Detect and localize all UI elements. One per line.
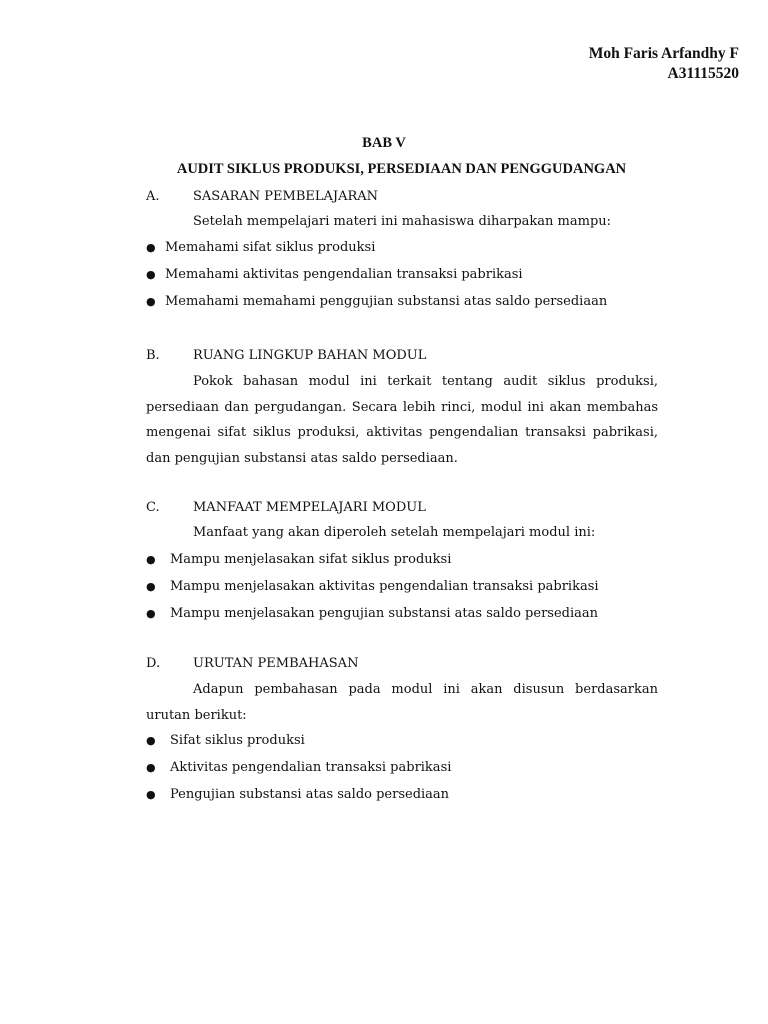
author-nim: A31115520 (667, 65, 739, 82)
section-b-paragraph: Pokok bahasan modul ini terkait tentang audit siklus produksi, persediaan dan pergudangan. Secara lebih rinci, modul ini akan membahas mengenai sifat siklus produksi, aktivitas pengendalian transaksi pabrikasi, dan pengujian substansi atas saldo persediaan. (146, 374, 658, 466)
section-b-letter: B. (146, 348, 160, 363)
section-c-title: MANFAAT MEMPELAJARI MODUL (193, 500, 426, 515)
author-name: Moh Faris Arfandhy F (588, 45, 739, 62)
bullet-icon: ● (146, 268, 156, 281)
section-c-intro: Manfaat yang akan diperoleh setelah mempelajari modul ini: (193, 525, 596, 540)
section-c-letter: C. (146, 500, 160, 515)
section-a-intro: Setelah mempelajari materi ini mahasiswa diharpakan mampu: (193, 214, 612, 229)
bullet-icon: ● (146, 553, 156, 566)
bullet-icon: ● (146, 607, 156, 620)
section-a-title: SASARAN PEMBELAJARAN (193, 189, 379, 204)
chapter-label: BAB V (362, 135, 406, 151)
bullet-icon: ● (146, 734, 156, 747)
section-d-letter: D. (146, 656, 161, 671)
author-header (589, 44, 739, 84)
section-a-letter: A. (146, 189, 160, 204)
bullet-icon: ● (146, 761, 156, 774)
bullet-icon: ● (146, 241, 156, 254)
document-page: Moh Faris Arfandhy F A31115520 BAB V AUDIT SIKLUS PRODUKSI, PERSEDIAAN DAN PENGGUDANGAN A. SASARAN PEMBELAJARAN Setelah mempelajari materi ini mahasiswa diharpakan mampu: ● Memahami sifat siklus produksi ● Memahami aktivitas pengendalian transaksi pabrikasi ● Memahami memahami penggujian substansi atas saldo persediaan B. RUANG LINGKUP BAHAN MODUL Pokok bahasan modul ini terkait tentang audit siklus produksi, persediaan dan pergudangan. Secara lebih rinci, modul ini akan membahas mengenai sifat siklus produksi, aktivitas pengendalian transaksi pabrikasi, dan pengujian substansi atas saldo persediaan. C. MANFAAT MEMPELAJARI MODUL Manfaat yang akan diperoleh setelah mempelajari modul ini: ● Mampu menjelasakan sifat siklus produksi ● Mampu menjelasakan aktivitas pengendalian transaksi pabrikasi ● Mampu menjelasakan pengujian substansi atas saldo persediaan D. URUTAN PEMBAHASAN Adapun pembahasan pada modul ini akan disusun berdasarkan urutan berikut: ● Sifat siklus produksi ● Aktivitas pengendalian transaksi pabrikasi ● Pengujian substansi atas saldo persediaan (0, 0, 768, 1024)
bullet-icon: ● (146, 295, 156, 308)
section-b-title: RUANG LINGKUP BAHAN MODUL (193, 348, 427, 363)
chapter-title: AUDIT SIKLUS PRODUKSI, PERSEDIAAN DAN PENGGUDANGAN (176, 161, 627, 177)
bullet-icon: ● (146, 788, 156, 801)
bullet-icon: ● (146, 580, 156, 593)
section-d-title: URUTAN PEMBAHASAN (193, 656, 359, 671)
section-d-paragraph: Adapun pembahasan pada modul ini akan disusun berdasarkan urutan berikut: (146, 682, 658, 723)
